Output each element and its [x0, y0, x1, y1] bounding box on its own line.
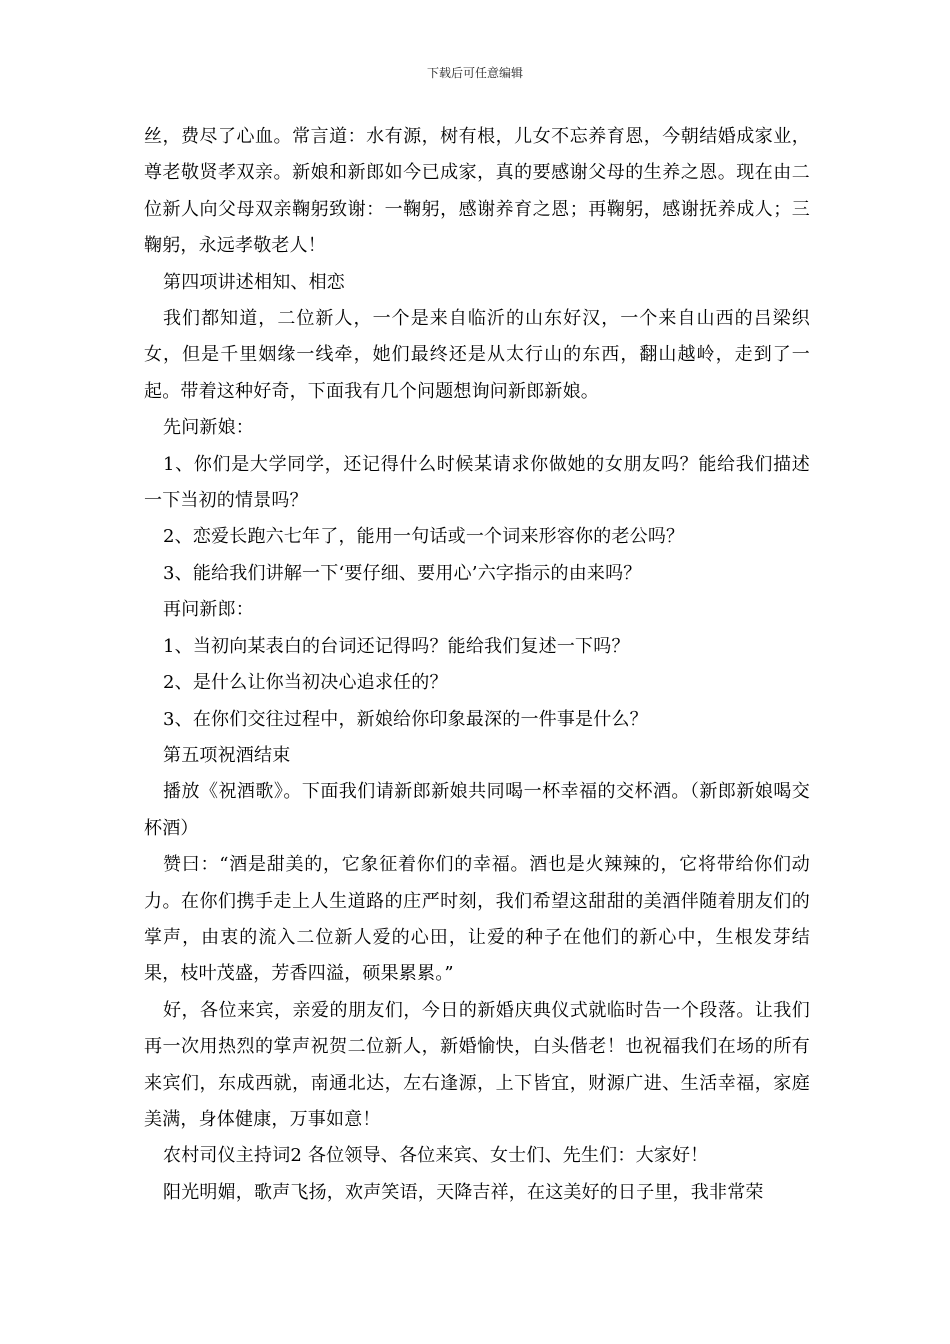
paragraph: 第四项讲述相知、相恋 [163, 271, 345, 293]
document-body [144, 119, 810, 1211]
paragraph: 先问新娘： [163, 417, 254, 439]
paragraph: 赞曰：“酒是甜美的，它象征着你们的幸福。酒也是火辣辣的，它将带给你们动力。在你们携手走上人生道路的庄严时刻，我们希望这甜甜的美酒伴随着朋友们的掌声，由衷的流入二位新人爱的心田，让爱的种子在他们的新心中，生根发芽结果，枝叶茂盛，芳香四溢，硕果累累。” [144, 854, 810, 985]
paragraph: 1、当初向某表白的台词还记得吗？能给我们复述一下吗？ [163, 635, 630, 657]
paragraph: 3、在你们交往过程中，新娘给你印象最深的一件事是什么？ [163, 708, 648, 730]
paragraph: 好，各位来宾，亲爱的朋友们，今日的新婚庆典仪式就临时告一个段落。让我们再一次用热烈的掌声祝贺二位新人，新婚愉快，白头偕老！也祝福我们在场的所有来宾们，东成西就，南通北达，左右逢源，上下皆宜，财源广进、生活幸福，家庭美满，身体健康，万事如意！ [144, 999, 810, 1130]
paragraph: 再问新郎： [163, 599, 254, 621]
paragraph: 3、能给我们讲解一下‘要仔细、要用心’六字指示的由来吗？ [163, 562, 642, 584]
page-header: 下载后可任意编辑 [426, 66, 523, 80]
paragraph: 阳光明媚，歌声飞扬，欢声笑语，天降吉祥，在这美好的日子里，我非常荣 [163, 1181, 764, 1203]
paragraph: 农村司仪主持词2 各位领导、各位来宾、女士们、先生们：大家好！ [163, 1145, 709, 1167]
paragraph: 2、是什么让你当初决心追求任的？ [163, 672, 448, 694]
paragraph: 丝，费尽了心血。常言道：水有源，树有根，儿女不忘养育恩，今朝结婚成家业，尊老敬贤孝双亲。新娘和新郎如今已成家，真的要感谢父母的生养之恩。现在由二位新人向父母双亲鞠躬致谢：一鞠躬，感谢养育之恩；再鞠躬，感谢抚养成人；三鞠躬，永远孝敬老人！ [144, 126, 810, 257]
paragraph: 2、恋爱长跑六七年了，能用一句话或一个词来形容你的老公吗？ [163, 526, 685, 548]
paragraph: 我们都知道，二位新人，一个是来自临沂的山东好汉，一个来自山西的吕梁织女，但是千里姻缘一线牵，她们最终还是从太行山的东西，翻山越岭，走到了一起。带着这种好奇，下面我有几个问题想询问新郎新娘。 [144, 308, 810, 402]
paragraph: 第五项祝酒结束 [163, 744, 291, 766]
paragraph: 1、你们是大学同学，还记得什么时候某请求你做她的女朋友吗？能给我们描述一下当初的情景吗？ [144, 453, 810, 512]
paragraph: 播放《祝酒歌》。下面我们请新郎新娘共同喝一杯幸福的交杯酒。（新郎新娘喝交杯酒） [144, 781, 810, 839]
